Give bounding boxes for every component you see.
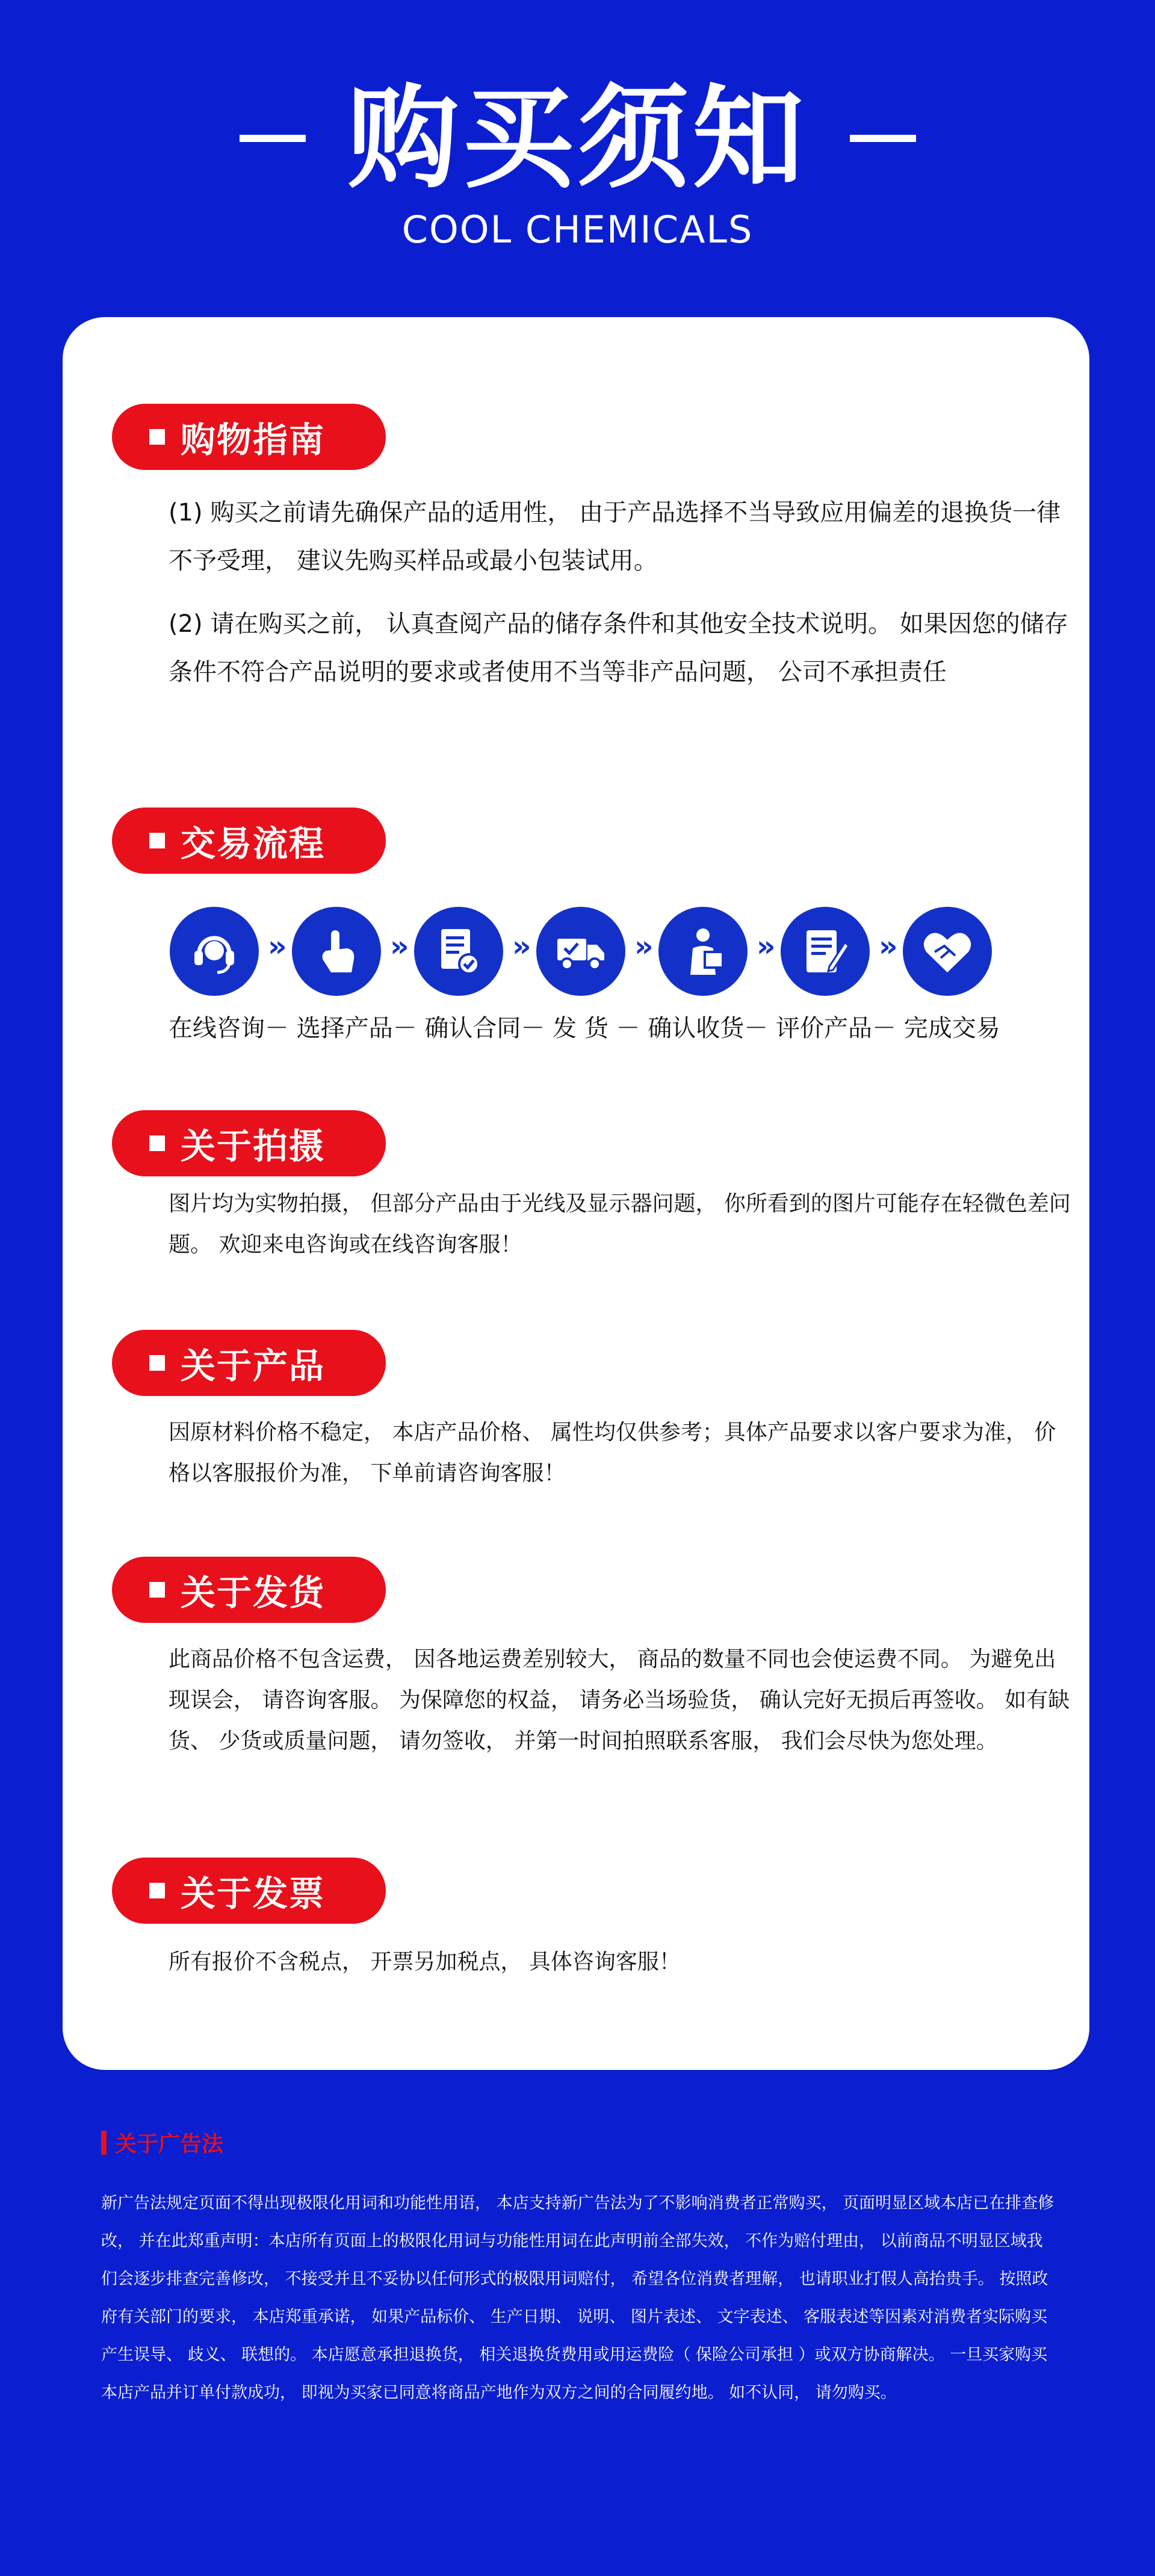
page-subtitle: COOL CHEMICALS	[401, 208, 754, 252]
page-title: 购买须知	[347, 73, 808, 203]
guide-paragraph-2: (2) 请在购买之前， 认真查阅产品的储存条件和其他安全技术说明。 如果因您的储存条件不符合产品说明的要求或者使用不当等非产品问题， 公司不承担责任	[169, 610, 1068, 686]
review-icon	[781, 907, 870, 996]
photo-paragraph: 图片均为实物拍摄， 但部分产品由于光线及显示器问题， 你所看到的图片可能存在轻微色差问题。 欢迎来电咨询或在线咨询客服！	[169, 1191, 1071, 1257]
truck-icon	[536, 907, 625, 996]
header	[0, 0, 1155, 301]
chevron-right-icon: ››	[879, 930, 893, 963]
handshake-icon	[903, 907, 992, 996]
bullet-square-icon	[149, 1355, 165, 1371]
bullet-square-icon	[149, 833, 165, 848]
chevron-right-icon: ››	[512, 930, 527, 963]
section-tag-shipping	[112, 1557, 386, 1623]
ad-law-heading-text: 关于广告法	[115, 2132, 224, 2157]
section-tag-invoice	[112, 1858, 386, 1924]
notice-card	[63, 317, 1089, 2070]
chevron-right-icon: ››	[757, 930, 771, 963]
section-tag-photo	[112, 1110, 386, 1176]
product-paragraph: 因原材料价格不稳定， 本店产品价格、 属性均仅供参考；具体产品要求以客户要求为准， 价格以客服报价为准， 下单前请咨询客服！	[169, 1420, 1056, 1486]
guide-paragraph-1: (1) 购买之前请先确保产品的适用性， 由于产品选择不当导致应用偏差的退换货一律不予受理， 建议先购买样品或最小包装试用。	[169, 499, 1061, 575]
section-label: 交易流程	[181, 823, 326, 864]
section-label: 购物指南	[181, 419, 326, 460]
bullet-square-icon	[149, 1883, 165, 1898]
headset-icon	[170, 907, 259, 996]
title-right-dash	[850, 135, 916, 142]
section-tag-process	[112, 808, 386, 874]
title-row	[0, 72, 1155, 205]
bullet-square-icon	[149, 1582, 165, 1598]
package-icon	[658, 907, 748, 996]
chevron-right-icon: ››	[634, 930, 649, 963]
shipping-paragraph: 此商品价格不包含运费， 因各地运费差别较大， 商品的数量不同也会使运费不同。 为避免出现误会， 请咨询客服。 为保障您的权益， 请务必当场验货， 确认完好无损后再签收。 如有缺货、 少货或质量问题， 请勿签收， 并第一时间拍照联系客服， 我们会尽快为您处理。	[169, 1647, 1070, 1753]
bullet-square-icon	[149, 429, 165, 445]
contract-icon	[414, 907, 503, 996]
section-label: 关于发票	[181, 1873, 326, 1914]
section-label: 关于发货	[181, 1572, 326, 1613]
section-tag-guide	[112, 404, 386, 470]
chevron-right-icon: ››	[268, 930, 282, 963]
chevron-right-icon: ››	[390, 930, 404, 963]
ad-law-heading	[101, 2127, 223, 2158]
section-tag-product	[112, 1330, 386, 1396]
tap-icon	[292, 907, 381, 996]
section-label: 关于拍摄	[181, 1126, 326, 1167]
title-left-dash	[240, 135, 306, 142]
invoice-paragraph: 所有报价不含税点， 开票另加税点， 具体咨询客服！	[169, 1950, 681, 1974]
trade-flow-icons	[170, 907, 1073, 997]
bullet-square-icon	[149, 1135, 165, 1151]
heading-bar	[101, 2131, 107, 2155]
ad-law-paragraph: 新广告法规定页面不得出现极限化用词和功能性用语， 本店支持新广告法为了不影响消费者正常购买， 页面明显区域本店已在排查修改， 并在此郑重声明：本店所有页面上的极限化用词与功能性用词在此声明前全部失效， 不作为赔付理由， 以前商品不明显区域我们会逐步排查完善修改， 不接受并且不妥协以任何形式的极限用词赔付， 希望各位消费者理解， 也请职业打假人高抬贵手。 按照政府有关部门的要求， 本店郑重承诺， 如果产品标价、 生产日期、 说明、 图片表述、 文字表述、 客服表述等因素对消费者实际购买产生误导、 歧义、 联想的。 本店愿意承担退换货， 相关退换货费用或用运费险（ 保险公司承担 ）或双方协商解决。 一旦买家购买本店产品并订单付款成功， 即视为买家已同意将商品产地作为双方之间的合同履约地。 如不认同， 请勿购买。	[101, 2194, 1054, 2402]
section-label: 关于产品	[181, 1345, 326, 1386]
trade-flow-steps: 在线咨询－ 选择产品－ 确认合同－ 发 货 － 确认收货－ 评价产品－ 完成交易	[169, 1015, 1000, 1042]
